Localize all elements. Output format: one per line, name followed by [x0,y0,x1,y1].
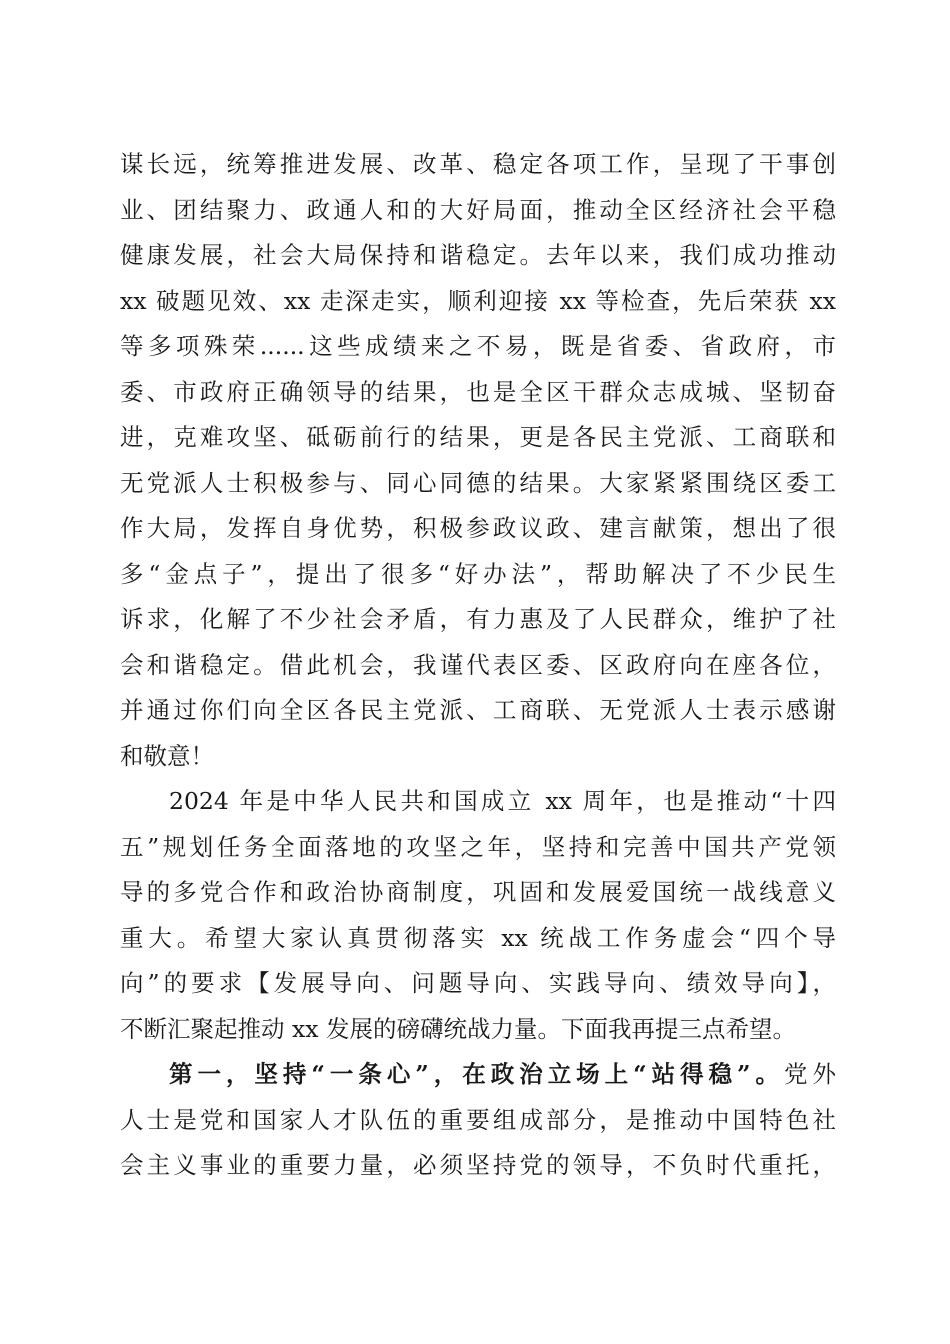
paragraph-line: 五”规划任务全面落地的攻坚之年，坚持和完善中国共产党领 [120,832,836,861]
paragraph-line: 会和谐稳定。借此机会，我谨代表区委、区政府向在座各位， [120,650,836,679]
paragraph-line: 多“金点子”，提出了很多“好办法”，帮助解决了不少民生 [120,559,836,588]
paragraph-line: 2024 年是中华人民共和国成立 xx 周年，也是推动“十四 [169,787,836,815]
paragraph-text: 党外 [784,1060,836,1088]
paragraph-line: 等多项殊荣......这些成绩来之不易，既是省委、省政府，市 [120,332,836,360]
paragraph-line: 无党派人士积极参与、同心同德的结果。大家紧紧围绕区委工 [120,468,836,497]
paragraph-line: 作大局，发挥自身优势，积极参政议政、建言献策，想出了很 [120,514,836,542]
paragraph-line: xx 破题见效、xx 走深走实，顺利迎接 xx 等检查，先后荣获 xx [120,286,836,315]
paragraph-line: 委、市政府正确领导的结果，也是全区干群众志成城、坚韧奋 [120,377,836,406]
section-heading: 第一，坚持“一条心”，在政治立场上“站得稳”。 [169,1060,785,1088]
paragraph-1 [120,142,836,779]
paragraph-line: 人士是党和国家人才队伍的重要组成部分，是推动中国特色社 [120,1105,836,1134]
paragraph-line: 导的多党合作和政治协商制度，巩固和发展爱国统一战线意义 [120,878,836,906]
paragraph-line: 诉求，化解了不少社会矛盾，有力惠及了人民群众，维护了社 [120,605,836,633]
paragraph-line: 健康发展，社会大局保持和谐稳定。去年以来，我们成功推动 [120,241,836,269]
paragraph-line: 不断汇聚起推动 xx 发展的磅礴统战力量。下面我再提三点希望。 [120,1014,796,1043]
paragraph-2 [120,779,836,1052]
paragraph-3 [120,1052,836,1189]
paragraph-line: 进，克难攻坚、砥砺前行的结果，更是各民主党派、工商联和 [120,423,836,451]
paragraph-line: 向”的要求【发展导向、问题导向、实践导向、绩效导向】， [120,969,836,997]
paragraph-line: 会主义事业的重要力量，必须坚持党的领导，不负时代重托， [120,1151,836,1179]
paragraph-line: 重大。希望大家认真贯彻落实 xx 统战工作务虚会“四个导 [120,923,836,952]
paragraph-line: 业、团结聚力、政通人和的大好局面，推动全区经济社会平稳 [120,195,836,224]
paragraph-line: 和敬意！ [120,741,214,770]
paragraph-line-with-heading [120,1052,836,1098]
paragraph-line: 谋长远，统筹推进发展、改革、稳定各项工作，呈现了干事创 [120,150,836,178]
paragraph-line: 并通过你们向全区各民主党派、工商联、无党派人士表示感谢 [120,696,836,724]
document-body [120,142,836,1189]
